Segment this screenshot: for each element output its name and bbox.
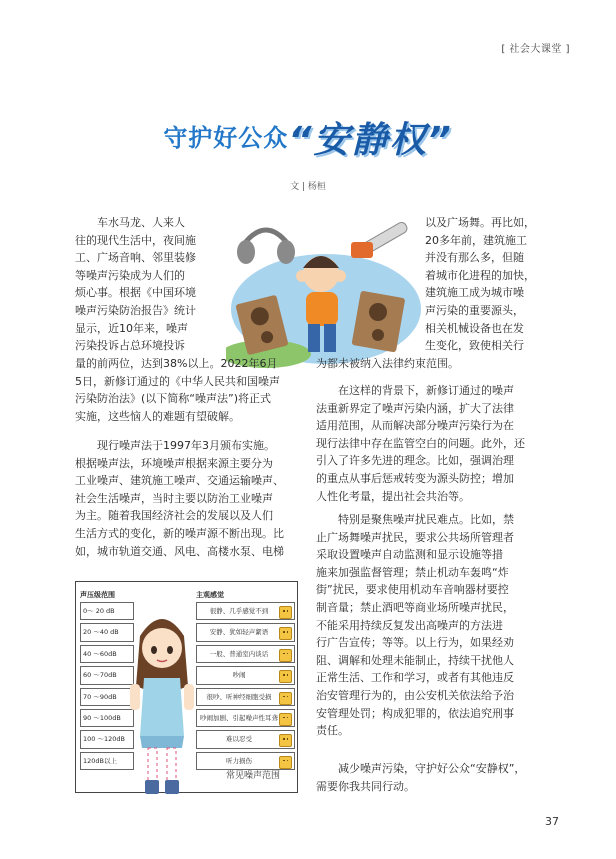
table-row xyxy=(196,645,295,663)
paragraph-3 xyxy=(316,382,550,505)
table-row xyxy=(196,623,295,641)
feeling-label: 安静、犹如轻声絮语 xyxy=(209,628,269,637)
text-line: 人性化考量，提出社会共治等。 xyxy=(316,489,470,503)
text-line: 如，城市轨道交通、风电、高楼水泵、电梯 xyxy=(75,544,284,558)
text-line: 社会生活噪声，当时主要以防治工业噪声 xyxy=(75,491,273,505)
text-line: 生活方式的变化，新的噪声源不断出现。比 xyxy=(75,526,284,540)
text-line: 在这样的背景下，新修订通过的噪声 xyxy=(338,384,514,397)
text-line: 为主。随着我国经济社会的发展以及人们 xyxy=(75,509,273,523)
paragraph-5 xyxy=(316,760,550,795)
table-cell-level: 60 ～70dB xyxy=(80,666,134,684)
table-header-sound-pressure: 声压级范围 xyxy=(80,591,115,599)
paragraph-1b xyxy=(75,355,305,425)
text-line: 噪声污染防治报告》统计 xyxy=(75,303,196,317)
text-line: 安管理处罚；构成犯罪的，依法追究刑事 xyxy=(316,706,514,720)
article-title xyxy=(0,120,616,161)
text-line: 根据噪声法，环境噪声根据来源主要分为 xyxy=(75,456,273,470)
paragraph-2 xyxy=(75,437,305,560)
feeling-label: 难以忍受 xyxy=(226,735,252,744)
table-cell-level: 20 ～40 dB xyxy=(80,623,134,641)
column-tag: [ 社会大课堂 ] xyxy=(501,44,570,55)
text-line: 20多年前，建筑施工 xyxy=(425,233,527,247)
byline: 文 | 杨桓 xyxy=(290,182,326,192)
text-line: 量的前两位，达到38%以上。2022年6月 xyxy=(75,357,278,370)
title-part-1: 守护好公众 xyxy=(163,124,289,152)
text-line: 污染投诉占总环境投诉 xyxy=(75,339,185,353)
face-icon xyxy=(279,627,292,640)
text-line: 行广告宣传；等等。以上行为，如果经劝 xyxy=(316,636,514,650)
text-line: 正常生活、工作和学习，或者有其他违反 xyxy=(316,671,514,685)
text-line: 采取设置噪声自动监测和显示设施等措 xyxy=(316,548,503,562)
feeling-label: 一般、普通室内谈话 xyxy=(209,649,269,658)
feeling-label: 很静、几乎感觉不到 xyxy=(209,607,269,615)
page-number: 37 xyxy=(545,815,559,828)
text-line: 工、广场音响、邻里装修 xyxy=(75,251,196,265)
text-line: 制音量；禁止酒吧等商业场所噪声扰民， xyxy=(316,600,514,614)
title-part-2: “安静权” xyxy=(288,120,453,161)
text-line: 为都未被纳入法律约束范围。 xyxy=(316,356,459,370)
text-line: 引入了许多先进的理念。比如，强调治理 xyxy=(316,454,514,468)
text-line: 显示，近10年来，噪声 xyxy=(75,321,188,335)
headphones-icon xyxy=(237,230,295,264)
face-icon xyxy=(279,713,292,726)
face-icon xyxy=(279,692,292,705)
text-line: 建筑施工成为城市噪 xyxy=(425,286,524,300)
face-icon xyxy=(279,649,292,662)
face-icon xyxy=(279,756,292,769)
table-caption: 常见噪声范围 xyxy=(226,771,281,781)
text-line: 车水马龙、人来人 xyxy=(97,216,185,229)
text-line: 并没有那么多，但随 xyxy=(425,251,524,265)
text-line: 往的现代生活中，夜间施 xyxy=(75,233,196,247)
feeling-label: 吵闹 xyxy=(232,671,246,680)
text-line: 现行法律中存在监管空白的问题。此外，还 xyxy=(316,436,525,450)
text-line: 相关机械设备也在发 xyxy=(425,321,524,335)
text-line: 着城市化进程的加快， xyxy=(425,268,535,282)
text-line: 的重点从事后惩戒转变为源头防控；增加 xyxy=(316,471,514,485)
paragraph-1a xyxy=(75,214,223,355)
text-line: 止广场舞噪声扰民，要求公共场所管理者 xyxy=(316,530,514,544)
girl-illustration xyxy=(122,606,202,806)
text-line: 现行噪声法于1997年3月颁布实施。 xyxy=(97,439,275,452)
subjective-feeling-column xyxy=(196,588,295,773)
text-line: 不能采用持续反复发出高噪声的方法进 xyxy=(316,618,503,632)
face-icon xyxy=(279,670,292,683)
feeling-label: 吵闹加剧、引起噪声性耳聋 xyxy=(200,713,278,722)
text-line: 适用范围，从而解决部分噪声污染行为在 xyxy=(316,419,514,433)
table-row xyxy=(196,709,295,727)
text-line: 工业噪声、建筑施工噪声、交通运输噪声、 xyxy=(75,474,284,488)
text-line: 特别是聚焦噪声扰民难点。比如，禁 xyxy=(338,513,514,526)
table-row xyxy=(196,602,295,620)
text-line: 责任。 xyxy=(316,724,349,738)
text-line: 施来加强监督管理；禁止机动车轰鸣“炸 xyxy=(316,565,509,579)
text-line: 实施，这些恼人的难题有望破解。 xyxy=(75,409,240,423)
feeling-label: 很吵、听神经细胞受损 xyxy=(206,692,272,701)
text-line: 法重新界定了噪声污染内涵，扩大了法律 xyxy=(316,401,514,415)
table-cell-level: 120dB以上 xyxy=(80,752,134,770)
text-line: 声污染的重要源头， xyxy=(425,303,524,317)
text-line: 生变化，致使相关行 xyxy=(425,339,524,352)
text-line: 减少噪声污染，守护好公众“安静权”， xyxy=(338,762,526,775)
feeling-label: 听力损伤 xyxy=(226,756,252,765)
paragraph-2-continued-a xyxy=(425,214,550,337)
text-line: 5日，新修订通过的《中华人民共和国噪声 xyxy=(75,374,280,388)
table-cell-level: 40 ～60dB xyxy=(80,645,134,663)
face-icon xyxy=(279,734,292,747)
text-line: 烦心事。根据《中国环境 xyxy=(75,286,196,300)
paragraph-2-continued-b xyxy=(316,337,550,372)
table-cell-level: 0～ 20 dB xyxy=(80,602,134,620)
text-line: 治安管理行为的，由公安机关依法给予治 xyxy=(316,688,514,702)
table-header-feeling: 主观感觉 xyxy=(196,591,224,599)
text-line: 街”扰民，要求使用机动车音响器材要控 xyxy=(316,583,509,597)
table-cell-level: 100 ～120dB xyxy=(80,730,134,748)
text-line: 等噪声污染成为人们的 xyxy=(75,268,185,282)
text-line: 以及广场舞。再比如， xyxy=(425,216,535,229)
text-line: 污染防治法》(以下简称“噪声法”)将正式 xyxy=(75,392,271,406)
text-line: 阻、调解和处理未能制止，持续干扰他人 xyxy=(316,653,514,667)
table-row xyxy=(196,666,295,684)
table-row xyxy=(196,730,295,748)
face-icon xyxy=(279,606,292,619)
table-row xyxy=(196,688,295,706)
paragraph-4 xyxy=(316,511,550,740)
table-cell-level: 70 ～90dB xyxy=(80,688,134,706)
table-cell-level: 90 ～100dB xyxy=(80,709,134,727)
chainsaw-icon xyxy=(351,221,409,258)
text-line: 需要你我共同行动。 xyxy=(316,779,415,793)
